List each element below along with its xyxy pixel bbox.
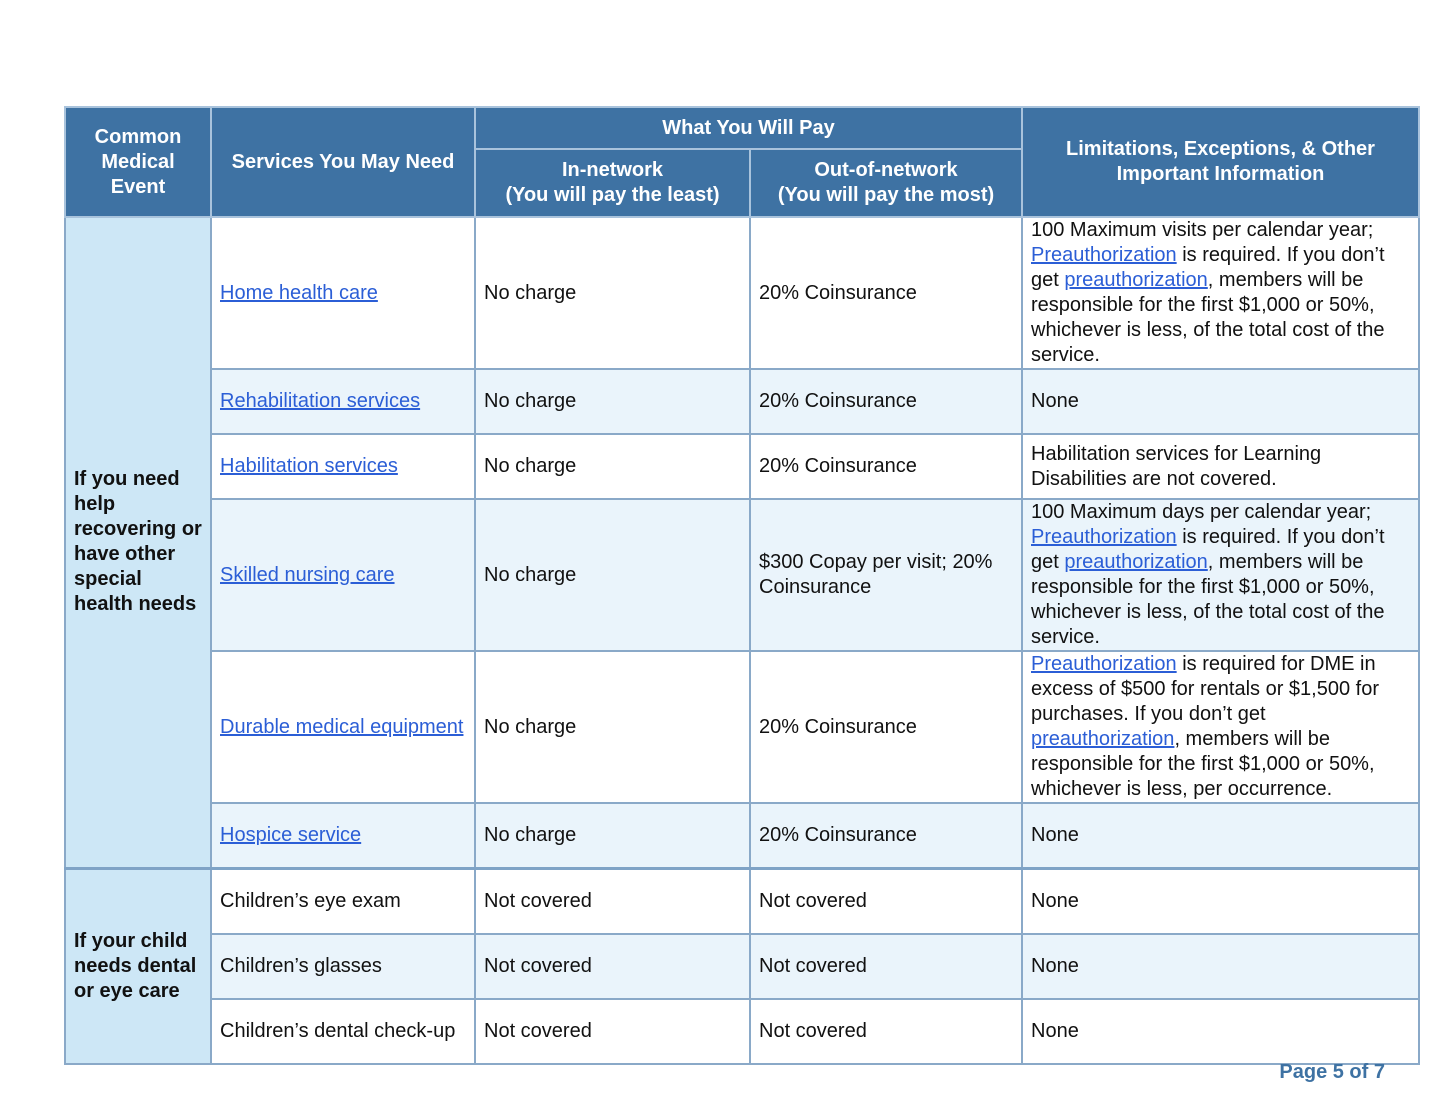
lim-text: is required. If you don’t get [1031, 526, 1385, 573]
lim-text: , members will be responsible for the first $1,000 or 50%, whichever is less, of the total cost of the service. [1031, 551, 1385, 648]
page-number: Page 5 of 7 [1279, 1061, 1385, 1083]
header-in-network-line1: In-network [561, 159, 664, 181]
lim-text: 100 Maximum days per calendar year; [1031, 501, 1372, 523]
limitations-cell [1022, 651, 1419, 803]
header-common-medical-event: Common Medical Event [65, 107, 211, 217]
lim-text: , members will be responsible for the first $1,000 or 50%, whichever is less, of the total cost of the service. [1031, 269, 1385, 366]
lim-text: 100 Maximum visits per calendar year; [1031, 219, 1374, 241]
out-network-cell: 20% Coinsurance [750, 434, 1022, 499]
in-network-cell: No charge [475, 217, 750, 369]
table-row [65, 934, 1419, 999]
service-cell: Children’s glasses [211, 934, 475, 999]
service-cell [211, 499, 475, 651]
header-services: Services You May Need [211, 107, 475, 217]
service-cell: Children’s eye exam [211, 868, 475, 934]
service-cell [211, 217, 475, 369]
service-cell [211, 803, 475, 868]
service-link-habilitation[interactable]: Habilitation services [220, 455, 398, 477]
benefits-table [64, 106, 1420, 1065]
in-network-cell: Not covered [475, 999, 750, 1064]
preauthorization-link[interactable]: Preauthorization [1031, 526, 1177, 548]
service-link-durable-medical-equipment[interactable]: Durable medical equipment [220, 715, 464, 738]
limitations-cell: None [1022, 934, 1419, 999]
preauthorization-link[interactable]: preauthorization [1064, 269, 1208, 291]
service-cell [211, 651, 475, 803]
service-cell: Children’s dental check-up [211, 999, 475, 1064]
limitations-cell: None [1022, 369, 1419, 434]
out-network-cell: Not covered [750, 999, 1022, 1064]
out-network-cell: 20% Coinsurance [750, 369, 1022, 434]
service-link-skilled-nursing[interactable]: Skilled nursing care [220, 563, 395, 586]
out-network-cell: Not covered [750, 868, 1022, 934]
preauthorization-link[interactable]: Preauthorization [1031, 244, 1177, 266]
in-network-cell: No charge [475, 369, 750, 434]
service-cell [211, 369, 475, 434]
header-out-network-line2: (You will pay the most) [777, 184, 995, 206]
limitations-cell: None [1022, 999, 1419, 1064]
event-special-health-needs: If you need help recovering or have other special health needs [65, 217, 211, 868]
limitations-cell: None [1022, 803, 1419, 868]
service-link-home-health-care[interactable]: Home health care [220, 281, 378, 304]
service-link-rehabilitation[interactable]: Rehabilitation services [220, 390, 421, 412]
header-what-you-will-pay: What You Will Pay [475, 107, 1022, 149]
in-network-cell: No charge [475, 499, 750, 651]
in-network-cell: Not covered [475, 868, 750, 934]
out-network-cell: Not covered [750, 934, 1022, 999]
table-row [65, 999, 1419, 1064]
table-row [65, 434, 1419, 499]
table-row [65, 499, 1419, 651]
table-row [65, 217, 1419, 369]
limitations-cell [1022, 499, 1419, 651]
lim-text: is required. If you don’t get [1031, 244, 1385, 291]
service-link-hospice[interactable]: Hospice service [220, 823, 362, 846]
table-row [65, 803, 1419, 868]
out-network-cell: 20% Coinsurance [750, 651, 1022, 803]
preauthorization-link[interactable]: preauthorization [1031, 728, 1175, 750]
table-row [65, 868, 1419, 934]
preauthorization-link[interactable]: preauthorization [1064, 551, 1208, 573]
out-network-cell: $300 Copay per visit; 20% Coinsurance [750, 499, 1022, 651]
lim-text: is required for DME in excess of $500 for rentals or $1,500 for purchases. If you don’t get [1031, 653, 1379, 725]
in-network-cell: Not covered [475, 934, 750, 999]
limitations-cell [1022, 217, 1419, 369]
in-network-cell: No charge [475, 651, 750, 803]
header-in-network [475, 149, 750, 217]
lim-text: , members will be responsible for the first $1,000 or 50%, whichever is less, per occurrence. [1031, 728, 1375, 800]
out-network-cell: 20% Coinsurance [750, 803, 1022, 868]
header-limitations: Limitations, Exceptions, & Other Important Information [1022, 107, 1419, 217]
service-cell [211, 434, 475, 499]
limitations-cell: Habilitation services for Learning Disabilities are not covered. [1022, 434, 1419, 499]
table-row [65, 369, 1419, 434]
in-network-cell: No charge [475, 803, 750, 868]
preauthorization-link[interactable]: Preauthorization [1031, 653, 1177, 675]
header-out-network-line1: Out-of-network [814, 159, 958, 181]
event-child-dental-eye: If your child needs dental or eye care [65, 868, 211, 1064]
in-network-cell: No charge [475, 434, 750, 499]
header-out-of-network [750, 149, 1022, 217]
table-row [65, 651, 1419, 803]
limitations-cell: None [1022, 868, 1419, 934]
out-network-cell: 20% Coinsurance [750, 217, 1022, 369]
header-in-network-line2: (You will pay the least) [505, 184, 720, 206]
